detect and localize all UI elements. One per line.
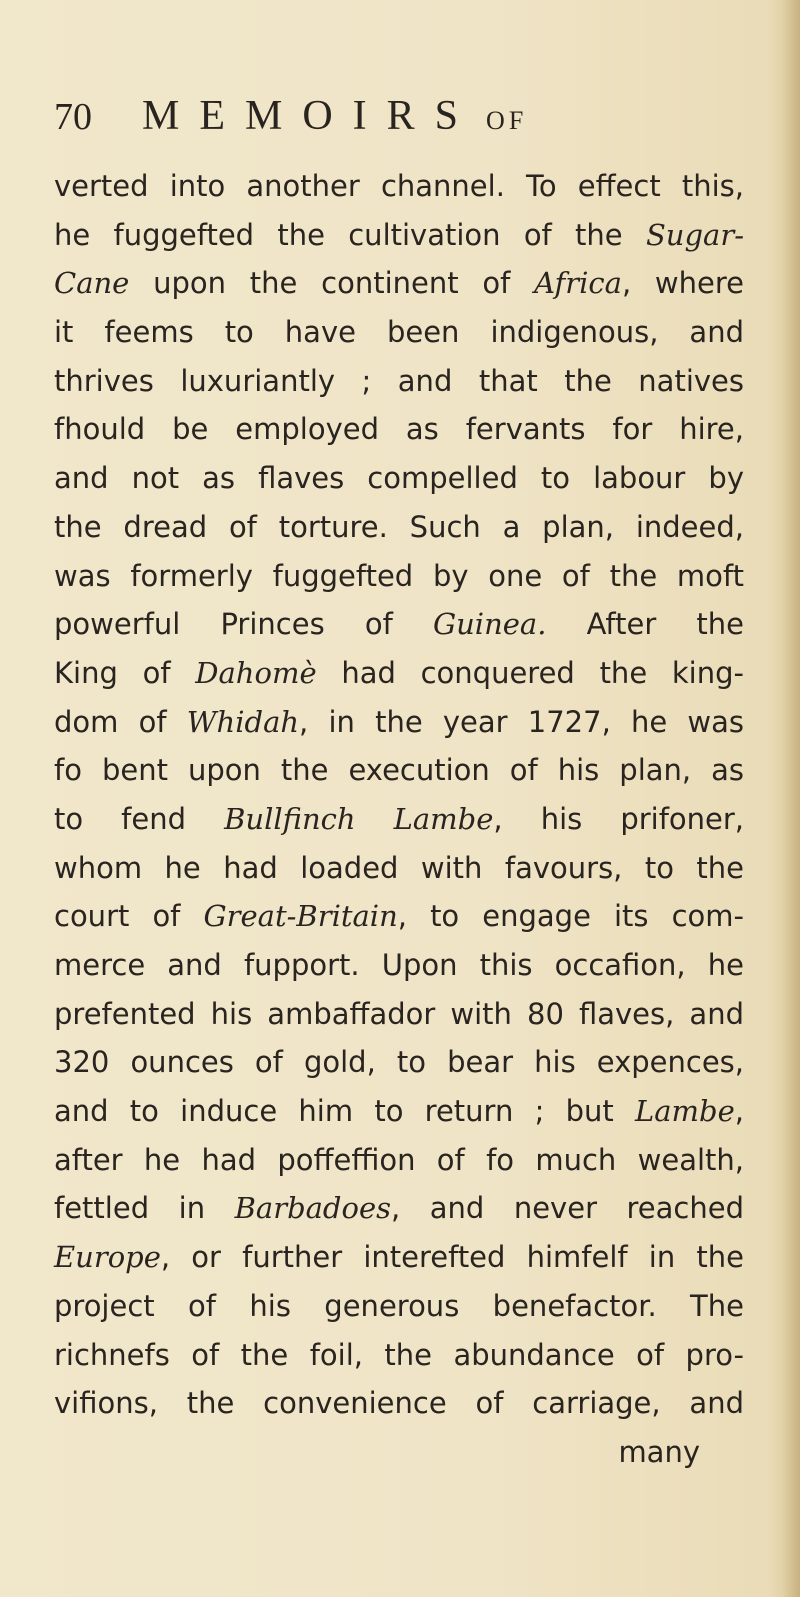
text-run: court of xyxy=(54,899,204,934)
text-line xyxy=(54,162,744,211)
text-line xyxy=(54,1136,744,1185)
text-run: after he had poffeffion of fo much wealth, xyxy=(54,1142,744,1177)
text-run: fettled in xyxy=(54,1191,235,1226)
text-run: to fend xyxy=(54,801,225,836)
text-line xyxy=(54,503,744,552)
text-run: After the xyxy=(546,607,744,642)
text-line xyxy=(54,1038,744,1087)
text-line xyxy=(54,357,744,406)
italic-text: Barbadoes xyxy=(234,1191,391,1226)
text-run: prefented his ambaffador with 80 flaves, and xyxy=(54,996,744,1031)
text-line xyxy=(54,892,744,941)
text-line xyxy=(54,844,744,893)
text-run: whom he had loaded with favours, to the xyxy=(54,850,744,885)
text-line xyxy=(54,795,744,844)
catchword: many xyxy=(618,1434,700,1469)
text-run: verted into another channel. To effect this, xyxy=(54,169,744,203)
text-run: King of xyxy=(54,655,196,690)
text-line xyxy=(54,1379,744,1428)
text-line xyxy=(54,698,744,747)
italic-text: Cane xyxy=(54,266,130,301)
text-line xyxy=(54,454,744,503)
text-run: and not as flaves compelled to labour by xyxy=(54,461,744,496)
text-run: 320 ounces of gold, to bear his expences, xyxy=(54,1045,744,1080)
body-text xyxy=(54,162,744,1477)
text-line xyxy=(54,1331,744,1380)
italic-text: Europe xyxy=(54,1240,161,1275)
italic-text: Great-Britain xyxy=(203,899,398,934)
text-run: , xyxy=(734,1094,744,1129)
running-header xyxy=(54,92,754,152)
text-run: merce and fupport. Upon this occafion, he xyxy=(54,948,744,982)
italic-text: Whidah xyxy=(186,704,300,739)
text-line xyxy=(54,746,744,795)
text-line xyxy=(54,1282,744,1331)
text-run: fo bent upon the execution of his plan, as xyxy=(54,753,744,788)
text-run: thrives luxuriantly ; and that the natives xyxy=(54,363,744,398)
page-number: 70 xyxy=(54,96,92,138)
text-run: richnefs of the foil, the abundance of pro- xyxy=(54,1337,744,1372)
text-run: dom of xyxy=(54,704,187,739)
text-run: and to induce him to return ; but xyxy=(54,1094,635,1129)
text-run: , to engage its com- xyxy=(397,899,745,934)
text-run: the dread of torture. Such a plan, indeed, xyxy=(54,509,744,544)
italic-text: Bullfinch Lambe xyxy=(224,801,494,836)
running-title: MEMOIRS xyxy=(142,93,479,139)
text-run: it feems to have been indigenous, and xyxy=(54,315,744,350)
running-title-suffix: OF xyxy=(486,106,528,135)
text-run: , and never reached xyxy=(391,1191,744,1226)
text-run: upon the continent of xyxy=(129,266,535,301)
italic-text: Sugar- xyxy=(645,217,744,252)
text-line xyxy=(54,649,744,698)
text-run: project of his generous benefactor. The xyxy=(54,1288,744,1323)
italic-text: Dahomè xyxy=(195,655,317,690)
text-run: vifions, the convenience of carriage, and xyxy=(54,1386,744,1421)
text-run: he fuggefted the cultivation of the xyxy=(54,217,646,252)
text-line xyxy=(54,1087,744,1136)
text-run: had conquered the king- xyxy=(316,655,744,690)
text-line xyxy=(54,1184,744,1233)
italic-text: Lambe xyxy=(635,1094,735,1129)
text-line xyxy=(54,211,744,260)
text-line xyxy=(54,308,744,357)
text-run: fhould be employed as fervants for hire, xyxy=(54,412,744,447)
text-run: , in the year 1727, he was xyxy=(299,704,744,739)
text-line xyxy=(54,600,744,649)
italic-text: Guinea. xyxy=(432,607,547,642)
italic-text: Africa xyxy=(534,266,622,301)
page-edge-shadow xyxy=(782,0,800,1597)
text-line xyxy=(54,941,744,990)
text-run: was formerly fuggefted by one of the moft xyxy=(54,558,744,593)
text-run: , where xyxy=(621,266,744,301)
text-run: , or further interefted himfelf in the xyxy=(160,1240,744,1275)
text-line xyxy=(54,405,744,454)
text-line xyxy=(54,552,744,601)
text-line xyxy=(54,990,744,1039)
text-line xyxy=(54,1233,744,1282)
text-line xyxy=(54,259,744,308)
text-run: powerful Princes of xyxy=(54,607,433,642)
text-run: , his prifoner, xyxy=(493,801,745,836)
